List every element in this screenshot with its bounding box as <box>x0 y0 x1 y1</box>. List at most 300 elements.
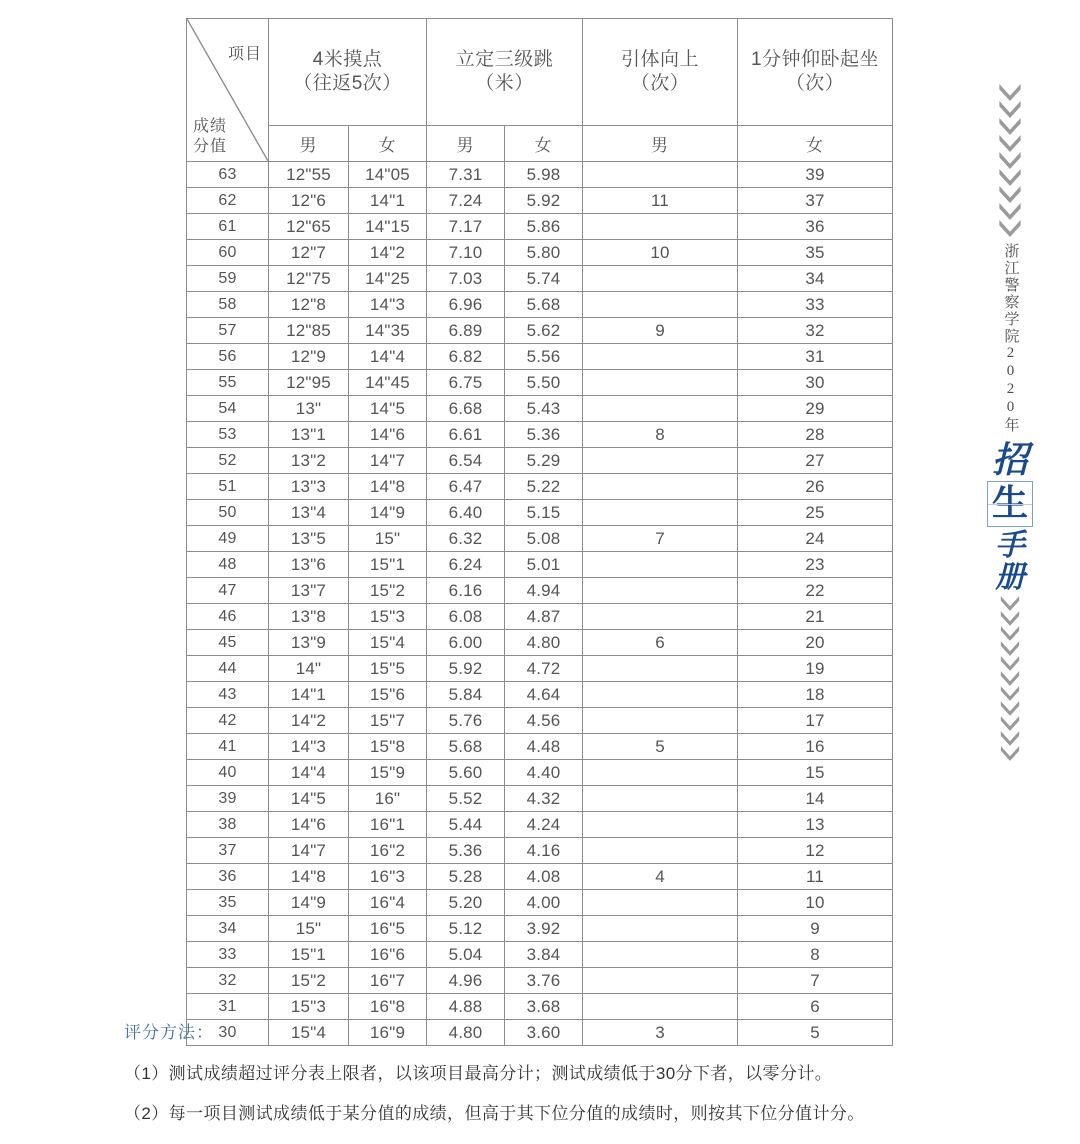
situp-female-cell: 23 <box>738 552 893 578</box>
jump-male-cell: 5.44 <box>427 812 505 838</box>
jump-male-cell: 6.61 <box>427 422 505 448</box>
chevron-down-icon <box>999 641 1021 656</box>
chevron-down-icon <box>999 746 1021 761</box>
touch-male-cell: 15"4 <box>269 1020 349 1046</box>
pullup-male-cell <box>583 916 738 942</box>
touch-female-cell: 14"05 <box>349 162 427 188</box>
pullup-male-cell <box>583 266 738 292</box>
situp-female-cell: 18 <box>738 682 893 708</box>
notes-title: 评分方法： <box>124 1023 214 1042</box>
score-cell: 43 <box>187 682 269 708</box>
touch-male-cell: 12"75 <box>269 266 349 292</box>
score-cell: 31 <box>187 994 269 1020</box>
situp-female-cell: 10 <box>738 890 893 916</box>
chevron-down-icon <box>999 656 1021 671</box>
score-cell: 35 <box>187 890 269 916</box>
touch-male-cell: 13"3 <box>269 474 349 500</box>
situp-female-cell: 13 <box>738 812 893 838</box>
jump-female-cell: 5.68 <box>505 292 583 318</box>
touch-male-cell: 14" <box>269 656 349 682</box>
table-row <box>187 708 893 734</box>
score-cell: 46 <box>187 604 269 630</box>
situp-female-cell: 26 <box>738 474 893 500</box>
pullup-male-cell: 11 <box>583 188 738 214</box>
chevron-down-icon <box>999 611 1021 626</box>
touch-male-cell: 14"9 <box>269 890 349 916</box>
situp-female-cell: 19 <box>738 656 893 682</box>
brand-char-3: 手 <box>995 528 1025 562</box>
touch-female-cell: 16" <box>349 786 427 812</box>
touch-male-cell: 14"6 <box>269 812 349 838</box>
pullup-male-cell <box>583 578 738 604</box>
touch-female-cell: 16"4 <box>349 890 427 916</box>
table-row <box>187 474 893 500</box>
table-row <box>187 682 893 708</box>
touch-female-cell: 15"5 <box>349 656 427 682</box>
table-row <box>187 838 893 864</box>
table-row <box>187 318 893 344</box>
chevron-down-icon <box>997 203 1023 220</box>
pullup-male-cell: 6 <box>583 630 738 656</box>
sub-header-4m-male: 男 <box>269 126 349 162</box>
situp-female-cell: 36 <box>738 214 893 240</box>
jump-male-cell: 5.20 <box>427 890 505 916</box>
pullup-male-cell <box>583 682 738 708</box>
jump-female-cell: 4.64 <box>505 682 583 708</box>
situp-female-cell: 33 <box>738 292 893 318</box>
jump-female-cell: 3.68 <box>505 994 583 1020</box>
touch-male-cell: 13"2 <box>269 448 349 474</box>
pullup-male-cell <box>583 552 738 578</box>
touch-male-cell: 13" <box>269 396 349 422</box>
score-cell: 30 <box>187 1020 269 1046</box>
touch-female-cell: 15"7 <box>349 708 427 734</box>
situp-female-cell: 21 <box>738 604 893 630</box>
touch-male-cell: 12"55 <box>269 162 349 188</box>
brochure-title-vertical <box>987 442 1033 594</box>
jump-female-cell: 4.40 <box>505 760 583 786</box>
group-header-line1: 1分钟仰卧起坐 <box>750 48 880 70</box>
jump-male-cell: 4.88 <box>427 994 505 1020</box>
chevron-stack-top <box>997 84 1023 237</box>
score-cell: 52 <box>187 448 269 474</box>
pullup-male-cell: 8 <box>583 422 738 448</box>
corner-score-label <box>193 117 227 157</box>
jump-male-cell: 6.89 <box>427 318 505 344</box>
touch-male-cell: 14"7 <box>269 838 349 864</box>
brand-char-2-boxed: 生 <box>987 481 1033 527</box>
jump-female-cell: 5.15 <box>505 500 583 526</box>
table-row <box>187 578 893 604</box>
touch-female-cell: 14"6 <box>349 422 427 448</box>
touch-female-cell: 16"2 <box>349 838 427 864</box>
jump-female-cell: 5.98 <box>505 162 583 188</box>
score-cell: 40 <box>187 760 269 786</box>
pullup-male-cell: 9 <box>583 318 738 344</box>
touch-female-cell: 14"15 <box>349 214 427 240</box>
chevron-down-icon <box>997 101 1023 118</box>
table-row <box>187 240 893 266</box>
table-row <box>187 422 893 448</box>
situp-female-cell: 39 <box>738 162 893 188</box>
touch-female-cell: 15"8 <box>349 734 427 760</box>
table-row <box>187 552 893 578</box>
table-row <box>187 526 893 552</box>
table-row <box>187 344 893 370</box>
table-row <box>187 994 893 1020</box>
jump-female-cell: 5.22 <box>505 474 583 500</box>
score-cell: 33 <box>187 942 269 968</box>
pullup-male-cell <box>583 604 738 630</box>
jump-male-cell: 7.10 <box>427 240 505 266</box>
jump-female-cell: 5.29 <box>505 448 583 474</box>
note-line-1: （1）测试成绩超过评分表上限者，以该项目最高分计；测试成绩低于30分下者，以零分计。 <box>124 1064 833 1083</box>
touch-male-cell: 15" <box>269 916 349 942</box>
table-header-group-row <box>187 19 893 126</box>
table-header-gender-row <box>187 126 893 162</box>
score-cell: 48 <box>187 552 269 578</box>
touch-male-cell: 12"8 <box>269 292 349 318</box>
jump-male-cell: 5.36 <box>427 838 505 864</box>
pullup-male-cell <box>583 396 738 422</box>
jump-male-cell: 6.75 <box>427 370 505 396</box>
jump-male-cell: 6.08 <box>427 604 505 630</box>
jump-male-cell: 5.60 <box>427 760 505 786</box>
sub-header-4m-female: 女 <box>349 126 427 162</box>
group-header-line1: 4米摸点 <box>312 48 383 70</box>
table-body <box>187 162 893 1046</box>
situp-female-cell: 35 <box>738 240 893 266</box>
jump-male-cell: 6.24 <box>427 552 505 578</box>
table-row <box>187 656 893 682</box>
sub-header-pullup-male: 男 <box>583 126 738 162</box>
jump-male-cell: 6.68 <box>427 396 505 422</box>
jump-male-cell: 7.17 <box>427 214 505 240</box>
jump-male-cell: 5.12 <box>427 916 505 942</box>
group-header-pullup <box>583 19 738 126</box>
score-cell: 51 <box>187 474 269 500</box>
jump-female-cell: 5.62 <box>505 318 583 344</box>
table-row <box>187 968 893 994</box>
jump-female-cell: 4.87 <box>505 604 583 630</box>
group-header-situp <box>738 19 893 126</box>
touch-male-cell: 14"8 <box>269 864 349 890</box>
chevron-down-icon <box>997 186 1023 203</box>
jump-female-cell: 4.32 <box>505 786 583 812</box>
score-cell: 45 <box>187 630 269 656</box>
touch-female-cell: 16"7 <box>349 968 427 994</box>
scoring-method-notes <box>124 1018 974 1140</box>
situp-female-cell: 5 <box>738 1020 893 1046</box>
pullup-male-cell: 4 <box>583 864 738 890</box>
score-table-container <box>186 18 892 1046</box>
touch-male-cell: 15"1 <box>269 942 349 968</box>
pullup-male-cell <box>583 942 738 968</box>
touch-male-cell: 12"6 <box>269 188 349 214</box>
jump-female-cell: 4.72 <box>505 656 583 682</box>
group-header-line1: 立定三级跳 <box>455 48 554 70</box>
touch-female-cell: 16"1 <box>349 812 427 838</box>
jump-female-cell: 4.24 <box>505 812 583 838</box>
touch-male-cell: 12"7 <box>269 240 349 266</box>
touch-female-cell: 16"3 <box>349 864 427 890</box>
score-cell: 36 <box>187 864 269 890</box>
score-cell: 55 <box>187 370 269 396</box>
touch-female-cell: 14"3 <box>349 292 427 318</box>
table-row <box>187 396 893 422</box>
score-cell: 54 <box>187 396 269 422</box>
pullup-male-cell <box>583 786 738 812</box>
situp-female-cell: 8 <box>738 942 893 968</box>
jump-male-cell: 5.76 <box>427 708 505 734</box>
touch-male-cell: 13"1 <box>269 422 349 448</box>
pullup-male-cell <box>583 968 738 994</box>
score-cell: 59 <box>187 266 269 292</box>
situp-female-cell: 7 <box>738 968 893 994</box>
touch-male-cell: 12"9 <box>269 344 349 370</box>
pullup-male-cell <box>583 370 738 396</box>
situp-female-cell: 28 <box>738 422 893 448</box>
score-cell: 47 <box>187 578 269 604</box>
table-row <box>187 214 893 240</box>
situp-female-cell: 25 <box>738 500 893 526</box>
pullup-male-cell <box>583 708 738 734</box>
chevron-down-icon <box>999 686 1021 701</box>
situp-female-cell: 20 <box>738 630 893 656</box>
score-cell: 53 <box>187 422 269 448</box>
jump-male-cell: 5.28 <box>427 864 505 890</box>
table-row <box>187 370 893 396</box>
score-cell: 63 <box>187 162 269 188</box>
jump-female-cell: 5.01 <box>505 552 583 578</box>
situp-female-cell: 15 <box>738 760 893 786</box>
table-row <box>187 500 893 526</box>
table-row <box>187 760 893 786</box>
chevron-down-icon <box>999 716 1021 731</box>
situp-female-cell: 32 <box>738 318 893 344</box>
score-cell: 41 <box>187 734 269 760</box>
pullup-male-cell <box>583 994 738 1020</box>
jump-female-cell: 4.16 <box>505 838 583 864</box>
sub-header-jump-male: 男 <box>427 126 505 162</box>
pullup-male-cell <box>583 344 738 370</box>
jump-female-cell: 5.56 <box>505 344 583 370</box>
jump-female-cell: 3.76 <box>505 968 583 994</box>
jump-male-cell: 6.47 <box>427 474 505 500</box>
touch-female-cell: 14"2 <box>349 240 427 266</box>
table-row <box>187 786 893 812</box>
touch-male-cell: 13"5 <box>269 526 349 552</box>
institution-vertical-label: 浙江警察学院2020年 <box>1002 243 1019 434</box>
pullup-male-cell: 5 <box>583 734 738 760</box>
jump-female-cell: 5.43 <box>505 396 583 422</box>
touch-female-cell: 14"5 <box>349 396 427 422</box>
touch-female-cell: 14"45 <box>349 370 427 396</box>
score-cell: 62 <box>187 188 269 214</box>
note-line-2: （2）每一项目测试成绩低于某分值的成绩，但高于其下位分值的成绩时，则按其下位分值计分。 <box>124 1103 865 1123</box>
group-header-line2: （米） <box>475 73 534 94</box>
table-row <box>187 448 893 474</box>
group-header-line2: （往返5次） <box>293 73 402 94</box>
jump-male-cell: 4.96 <box>427 968 505 994</box>
jump-male-cell: 6.54 <box>427 448 505 474</box>
touch-female-cell: 15"1 <box>349 552 427 578</box>
chevron-down-icon <box>997 220 1023 237</box>
touch-female-cell: 15"3 <box>349 604 427 630</box>
score-cell: 39 <box>187 786 269 812</box>
jump-female-cell: 4.48 <box>505 734 583 760</box>
touch-female-cell: 15"2 <box>349 578 427 604</box>
brand-char-4: 册 <box>995 561 1025 595</box>
jump-female-cell: 5.80 <box>505 240 583 266</box>
jump-female-cell: 5.08 <box>505 526 583 552</box>
touch-female-cell: 15" <box>349 526 427 552</box>
situp-female-cell: 37 <box>738 188 893 214</box>
jump-male-cell: 5.68 <box>427 734 505 760</box>
table-row <box>187 942 893 968</box>
situp-female-cell: 30 <box>738 370 893 396</box>
table-row <box>187 188 893 214</box>
touch-female-cell: 16"5 <box>349 916 427 942</box>
brand-char-1: 招 <box>991 440 1028 480</box>
group-header-line1: 引体向上 <box>621 48 700 70</box>
chevron-down-icon <box>997 135 1023 152</box>
chevron-down-icon <box>997 118 1023 135</box>
situp-female-cell: 6 <box>738 994 893 1020</box>
jump-female-cell: 4.08 <box>505 864 583 890</box>
pullup-male-cell <box>583 760 738 786</box>
chevron-down-icon <box>999 596 1021 611</box>
table-row <box>187 630 893 656</box>
jump-male-cell: 5.92 <box>427 656 505 682</box>
touch-male-cell: 15"3 <box>269 994 349 1020</box>
group-header-line2: （次） <box>785 73 845 94</box>
group-header-triple-jump <box>427 19 583 126</box>
jump-female-cell: 4.56 <box>505 708 583 734</box>
pullup-male-cell <box>583 838 738 864</box>
situp-female-cell: 16 <box>738 734 893 760</box>
score-cell: 57 <box>187 318 269 344</box>
group-header-line2: （次） <box>630 73 690 94</box>
jump-male-cell: 4.80 <box>427 1020 505 1046</box>
table-row <box>187 916 893 942</box>
score-cell: 58 <box>187 292 269 318</box>
touch-female-cell: 15"4 <box>349 630 427 656</box>
touch-male-cell: 13"9 <box>269 630 349 656</box>
situp-female-cell: 22 <box>738 578 893 604</box>
touch-male-cell: 14"1 <box>269 682 349 708</box>
jump-male-cell: 6.32 <box>427 526 505 552</box>
chevron-down-icon <box>997 169 1023 186</box>
touch-male-cell: 15"2 <box>269 968 349 994</box>
touch-male-cell: 13"7 <box>269 578 349 604</box>
jump-female-cell: 5.74 <box>505 266 583 292</box>
table-header <box>187 19 893 162</box>
right-vertical-sidebar <box>978 84 1042 761</box>
corner-item-label: 项目 <box>227 46 262 63</box>
score-cell: 60 <box>187 240 269 266</box>
table-row <box>187 890 893 916</box>
pullup-male-cell <box>583 890 738 916</box>
pullup-male-cell: 10 <box>583 240 738 266</box>
pullup-male-cell: 3 <box>583 1020 738 1046</box>
jump-female-cell: 3.92 <box>505 916 583 942</box>
touch-female-cell: 14"1 <box>349 188 427 214</box>
chevron-down-icon <box>997 84 1023 101</box>
corner-header-cell <box>187 19 269 162</box>
jump-female-cell: 4.80 <box>505 630 583 656</box>
situp-female-cell: 17 <box>738 708 893 734</box>
touch-female-cell: 16"9 <box>349 1020 427 1046</box>
chevron-down-icon <box>999 731 1021 746</box>
jump-male-cell: 7.24 <box>427 188 505 214</box>
jump-male-cell: 7.31 <box>427 162 505 188</box>
touch-female-cell: 16"6 <box>349 942 427 968</box>
touch-male-cell: 14"2 <box>269 708 349 734</box>
touch-female-cell: 14"35 <box>349 318 427 344</box>
pullup-male-cell <box>583 500 738 526</box>
chevron-down-icon <box>997 152 1023 169</box>
touch-male-cell: 12"95 <box>269 370 349 396</box>
touch-male-cell: 14"3 <box>269 734 349 760</box>
situp-female-cell: 34 <box>738 266 893 292</box>
touch-female-cell: 15"6 <box>349 682 427 708</box>
touch-male-cell: 13"4 <box>269 500 349 526</box>
sub-header-jump-female: 女 <box>505 126 583 162</box>
touch-female-cell: 14"7 <box>349 448 427 474</box>
situp-female-cell: 12 <box>738 838 893 864</box>
jump-male-cell: 6.96 <box>427 292 505 318</box>
touch-male-cell: 14"5 <box>269 786 349 812</box>
score-cell: 37 <box>187 838 269 864</box>
jump-female-cell: 3.60 <box>505 1020 583 1046</box>
pullup-male-cell <box>583 812 738 838</box>
score-cell: 50 <box>187 500 269 526</box>
table-row <box>187 812 893 838</box>
jump-male-cell: 5.52 <box>427 786 505 812</box>
score-cell: 38 <box>187 812 269 838</box>
score-cell: 61 <box>187 214 269 240</box>
situp-female-cell: 29 <box>738 396 893 422</box>
touch-female-cell: 16"8 <box>349 994 427 1020</box>
group-header-4m-touch <box>269 19 427 126</box>
jump-male-cell: 7.03 <box>427 266 505 292</box>
jump-female-cell: 5.86 <box>505 214 583 240</box>
table-row <box>187 292 893 318</box>
jump-male-cell: 6.00 <box>427 630 505 656</box>
score-cell: 42 <box>187 708 269 734</box>
touch-male-cell: 12"85 <box>269 318 349 344</box>
fitness-score-table <box>186 18 893 1046</box>
table-row <box>187 162 893 188</box>
score-cell: 34 <box>187 916 269 942</box>
jump-female-cell: 5.50 <box>505 370 583 396</box>
table-row <box>187 604 893 630</box>
situp-female-cell: 14 <box>738 786 893 812</box>
touch-male-cell: 14"4 <box>269 760 349 786</box>
chevron-down-icon <box>999 626 1021 641</box>
jump-female-cell: 4.94 <box>505 578 583 604</box>
jump-female-cell: 3.84 <box>505 942 583 968</box>
touch-female-cell: 14"9 <box>349 500 427 526</box>
table-row <box>187 266 893 292</box>
pullup-male-cell <box>583 214 738 240</box>
corner-score-line2: 分值 <box>193 138 228 155</box>
jump-male-cell: 6.16 <box>427 578 505 604</box>
situp-female-cell: 24 <box>738 526 893 552</box>
table-row <box>187 864 893 890</box>
chevron-stack-bottom <box>999 596 1021 761</box>
